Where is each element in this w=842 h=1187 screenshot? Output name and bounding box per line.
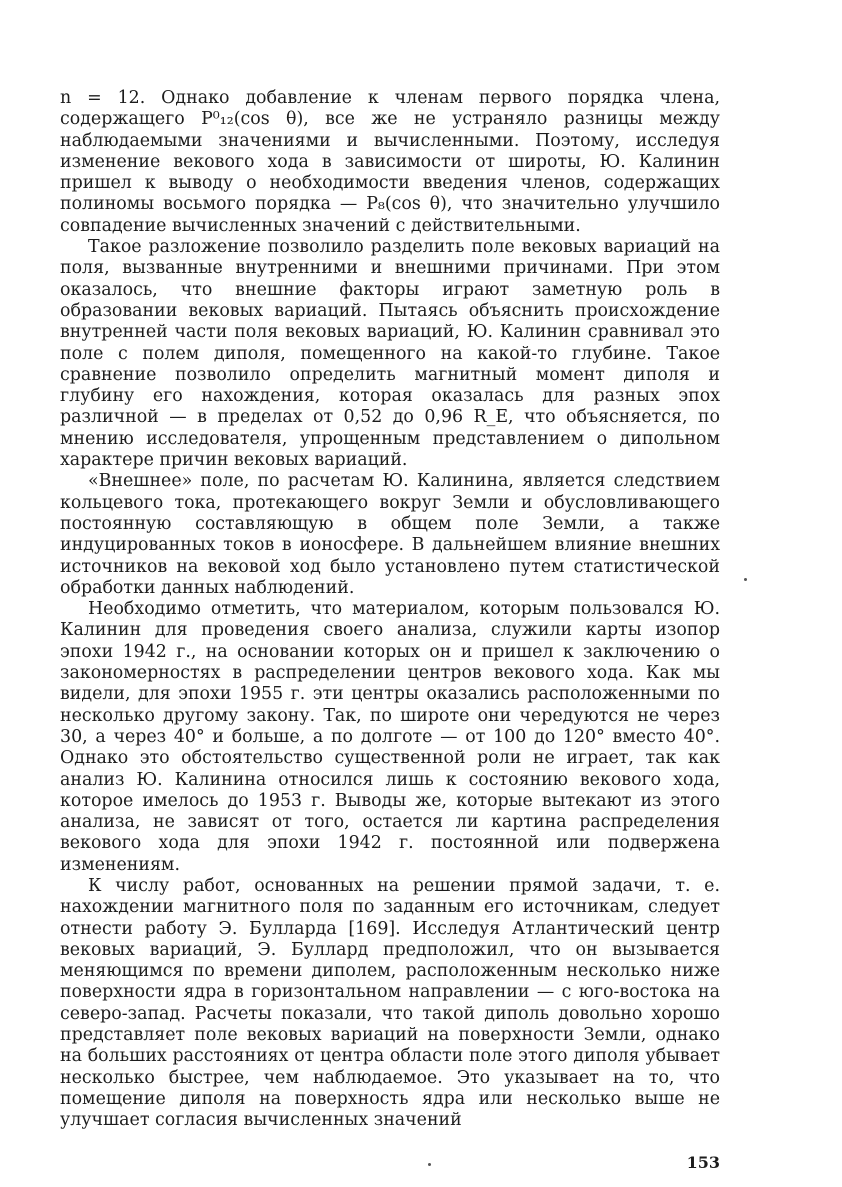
paragraph-2: Такое разложение позволило разделить поле вековых вариаций на поля, вызванные внутренними и внешними причинами. При этом оказалось, что внешние факторы играют заметную роль в образовании вековых вариаций. Пытаясь объяснить происхождение внутренней части поля вековых вариаций, Ю. Калинин сравнивал это поле с полем диполя, помещенного на какой-то глубине. Такое сравнение позволило определить магнитный момент диполя и глубину его нахождения, которая оказалась для разных эпох различной — в пределах от 0,52 до 0,96 R_E, что объясняется, по мнению исследователя, упрощенным представлением о дипольном характере причин вековых вариаций. (60, 237, 720, 471)
paragraph-4: Необходимо отметить, что материалом, которым пользовался Ю. Калинин для проведения своего анализа, служили карты изопор эпохи 1942 г., на основании которых он и пришел к заключению о закономерностях в распределении центров векового хода. Как мы видели, для эпохи 1955 г. эти центры оказались расположенными по несколько другому закону. Так, по широте они чередуются не через 30, а через 40° и больше, а по долготе — от 100 до 120° вместо 40°. Однако это обстоятельство существенной роли не играет, так как анализ Ю. Калинина относился лишь к состоянию векового хода, которое имелось до 1953 г. Выводы же, которые вытекают из этого анализа, не зависят от того, остается ли картина распределения векового хода для эпохи 1942 г. постоянной или подвержена изменениям. (60, 599, 720, 875)
print-speck (428, 1163, 431, 1166)
page-number: 153 (686, 1153, 720, 1172)
paragraph-1: n = 12. Однако добавление к членам первого порядка члена, содержащего P⁰₁₂(cos θ), все же не устраняло разницы между наблюдаемыми значениями и вычисленными. Поэтому, исследуя изменение векового хода в зависимости от широты, Ю. Калинин пришел к выводу о необходимости введения членов, содержащих полиномы восьмого порядка — P₈(cos θ), что значительно улучшило совпадение вычисленных значений с действительными. (60, 88, 720, 236)
print-speck (744, 578, 747, 581)
page-text-body (60, 88, 720, 1132)
paragraph-5: К числу работ, основанных на решении прямой задачи, т. е. нахождении магнитного поля по заданным его источникам, следует отнести работу Э. Булларда [169]. Исследуя Атлантический центр вековых вариаций, Э. Буллард предположил, что он вызывается меняющимся по времени диполем, расположенным несколько ниже поверхности ядра в горизонтальном направлении — с юго-востока на северо-запад. Расчеты показали, что такой диполь довольно хорошо представляет поле вековых вариаций на поверхности Земли, однако на больших расстояниях от центра области поле этого диполя убывает несколько быстрее, чем наблюдаемое. Это указывает на то, что помещение диполя на поверхность ядра или несколько выше не улучшает согласия вычисленных значений (60, 875, 720, 1131)
paragraph-3: «Внешнее» поле, по расчетам Ю. Калинина, является следствием кольцевого тока, протекающего вокруг Земли и обусловливающего постоянную составляющую в общем поле Земли, а также индуцированных токов в ионосфере. В дальнейшем влияние внешних источников на вековой ход было установлено путем статистической обработки данных наблюдений. (60, 471, 720, 598)
